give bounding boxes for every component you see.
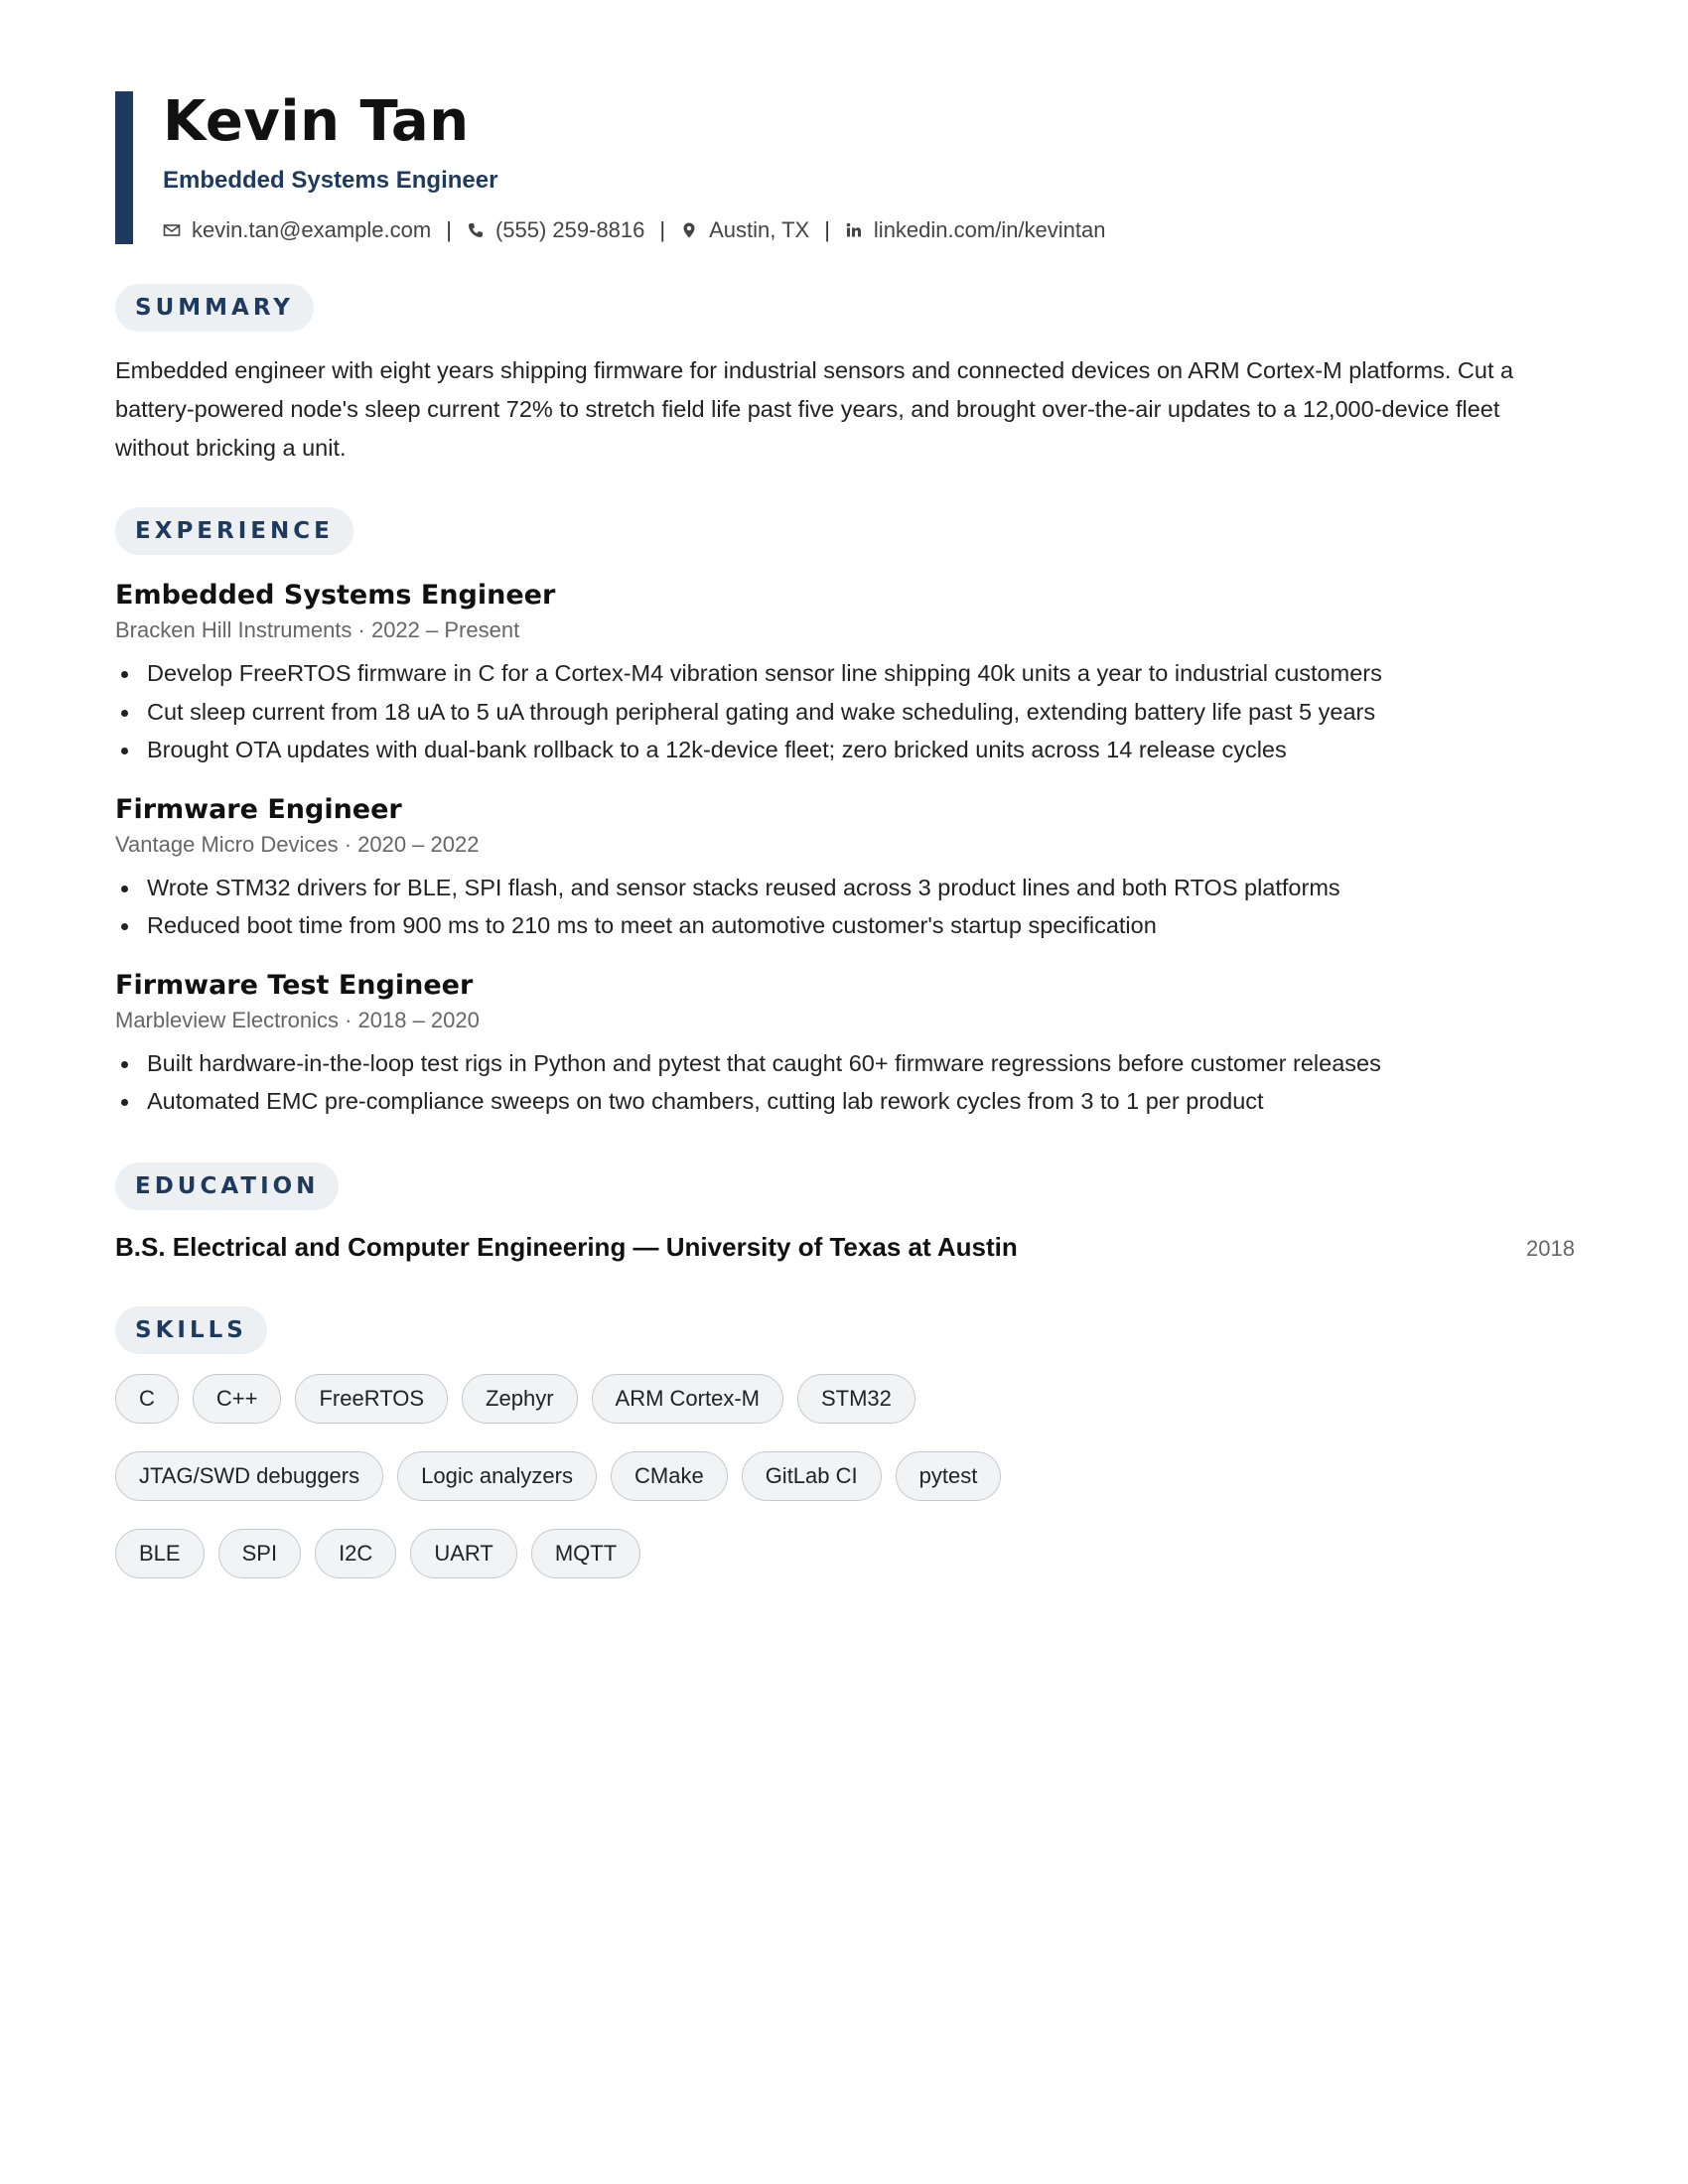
summary-section (115, 284, 1575, 468)
phone-text: (555) 259-8816 (494, 217, 645, 242)
job-bullets (115, 654, 1575, 769)
job-title: Embedded Systems Engineer (115, 580, 556, 611)
skill-chip: SPI (218, 1529, 301, 1578)
summary-heading: SUMMARY (115, 284, 314, 332)
education-year: 2018 (1526, 1235, 1575, 1261)
job-title: Firmware Engineer (115, 793, 402, 825)
skill-chip: MQTT (531, 1529, 640, 1578)
education-section (115, 1162, 1575, 1263)
job-bullet: Brought OTA updates with dual-bank rollback to a 12k-device fleet; zero bricked units across 14 release cycles (115, 731, 1575, 769)
education-degree: B.S. Electrical and Computer Engineering — University of Texas at Austin (115, 1231, 1018, 1262)
contact-separator: | (824, 217, 830, 242)
job-bullet: Built hardware-in-the-loop test rigs in Python and pytest that caught 60+ firmware regressions before customer releases (115, 1044, 1575, 1083)
contact-separator: | (659, 217, 666, 242)
resume-header (115, 91, 1575, 244)
experience-heading: EXPERIENCE (115, 507, 353, 555)
skill-chip: pytest (896, 1451, 1002, 1501)
skill-row (115, 1374, 1108, 1424)
contact-phone[interactable] (467, 216, 644, 244)
job-bullet: Cut sleep current from 18 uA to 5 uA through peripheral gating and wake scheduling, extending battery life past 5 years (115, 693, 1575, 732)
job-entry (115, 579, 1575, 769)
candidate-title: Embedded Systems Engineer (163, 167, 498, 194)
skills-section (115, 1306, 1575, 1578)
job-entry (115, 793, 1575, 945)
candidate-name: Kevin Tan (163, 89, 470, 154)
contact-info (163, 216, 1575, 244)
skill-chip: Logic analyzers (397, 1451, 597, 1501)
skill-chip: FreeRTOS (295, 1374, 448, 1424)
job-meta: Bracken Hill Instruments · 2022 – Present (115, 617, 520, 642)
skill-chip: BLE (115, 1529, 205, 1578)
job-bullets (115, 869, 1575, 945)
skill-chip: STM32 (797, 1374, 915, 1424)
skills-list (115, 1374, 1108, 1578)
contact-linkedin[interactable] (845, 216, 1106, 244)
contact-separator: | (446, 217, 452, 242)
linkedin-icon (845, 221, 863, 239)
job-bullet: Automated EMC pre-compliance sweeps on two chambers, cutting lab rework cycles from 3 to 1 per product (115, 1082, 1575, 1121)
header-accent-bar (115, 91, 133, 244)
contact-location (680, 216, 809, 244)
linkedin-text: linkedin.com/in/kevintan (873, 217, 1106, 242)
email-text: kevin.tan@example.com (192, 217, 432, 242)
job-bullets (115, 1044, 1575, 1121)
skill-chip: UART (410, 1529, 517, 1578)
skill-chip: C (115, 1374, 179, 1424)
skill-chip: CMake (611, 1451, 728, 1501)
skill-chip: I2C (315, 1529, 396, 1578)
skill-chip: ARM Cortex-M (592, 1374, 783, 1424)
skill-row (115, 1451, 1108, 1501)
summary-text: Embedded engineer with eight years shipping firmware for industrial sensors and connected devices on ARM Cortex-M platforms. Cut a battery-powered node's sleep current 72% to stretch field life past five years, and brought over-the-air updates to a 12,000-device fleet without bricking a unit. (115, 357, 1514, 461)
experience-section (115, 507, 1575, 1121)
education-entry (115, 1232, 1575, 1263)
job-meta: Vantage Micro Devices · 2020 – 2022 (115, 831, 480, 857)
skill-chip: JTAG/SWD debuggers (115, 1451, 383, 1501)
phone-icon (467, 221, 485, 239)
skill-chip: Zephyr (462, 1374, 577, 1424)
job-entry (115, 969, 1575, 1121)
job-meta: Marbleview Electronics · 2018 – 2020 (115, 1007, 480, 1032)
job-bullet: Develop FreeRTOS firmware in C for a Cortex-M4 vibration sensor line shipping 40k units a year to industrial customers (115, 654, 1575, 693)
education-heading: EDUCATION (115, 1162, 339, 1210)
envelope-icon (163, 221, 181, 239)
skill-chip: GitLab CI (742, 1451, 882, 1501)
skill-row (115, 1529, 1108, 1578)
job-bullet: Wrote STM32 drivers for BLE, SPI flash, and sensor stacks reused across 3 product lines and both RTOS platforms (115, 869, 1575, 907)
skills-heading: SKILLS (115, 1306, 267, 1354)
skill-chip: C++ (193, 1374, 282, 1424)
job-title: Firmware Test Engineer (115, 969, 474, 1001)
contact-email[interactable] (163, 216, 431, 244)
resume-page (115, 91, 1575, 1606)
map-pin-icon (680, 221, 698, 239)
job-bullet: Reduced boot time from 900 ms to 210 ms to meet an automotive customer's startup specification (115, 906, 1575, 945)
location-text: Austin, TX (709, 217, 810, 242)
